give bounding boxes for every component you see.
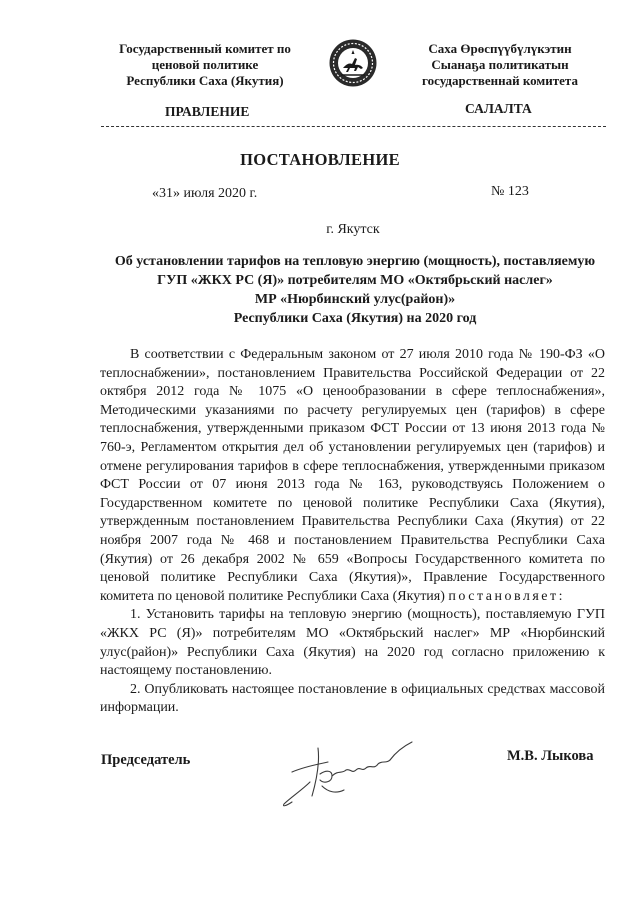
document-type-title: ПОСТАНОВЛЕНИЕ (240, 150, 400, 169)
header-left-line-1: Государственный комитет по (119, 41, 291, 56)
subject-line-3: МР «Нюрбинский улус(район)» (254, 292, 456, 307)
resolves-word: постановляет: (448, 588, 566, 604)
handwritten-signature (262, 734, 432, 810)
resolution-item-1: 1. Установить тарифы на тепловую энергию (мощность), поставляемую ГУП «ЖКХ РС (Я)» потребителям МО «Октябрьский наслег» МР «Нюрбинский улус(район)» Республики Саха (Якутия) на 2020 год согласно приложению к настоящему постановлению. (100, 607, 605, 679)
board-label-ru: ПРАВЛЕНИЕ (165, 104, 250, 119)
header-divider (101, 126, 606, 127)
subject-line-4: Республики Саха (Якутия) на 2020 год (233, 311, 477, 326)
header-right-line-2: Сыанаҕа политикатын (431, 57, 569, 72)
signatory-name: М.В. Лыкова (507, 748, 594, 764)
header-left-line-3: Республики Саха (Якутия) (126, 73, 284, 88)
preamble-text: В соответствии с Федеральным законом от 27 июля 2010 года № 190-ФЗ «О теплоснабжении», постановлением Правительства Российской Федерации от 22 октября 2012 года № 1075 «О ценообразовании в сфере теплоснабжения», Методическими указаниями по расчету регулируемых цен (тарифов) в сфере теплоснабжения, утвержденными приказом ФСТ России от 13 июня 2013 года № 760-э, Регламентом открытия дел об установлении регулируемых цен (тарифов) и отмене регулирования тарифов в сфере теплоснабжения, утвержденными приказом ФСТ России от 07 июня 2013 года № 163, руководствуясь Положением о Государственном комитете по ценовой политике Республики Саха (Якутия), утвержденным постановлением Правительства Республики Саха (Якутия) от 22 ноября 2007 года № 468 и постановлением Правительства Республики Саха (Якутия) от 26 декабря 2002 № 659 «Вопросы Государственного комитета по ценовой политике Республики Саха (Якутия)», Правление Государственного комитета по ценовой политике Республики Саха (Якутия) (100, 347, 605, 604)
subject-line-2: ГУП «ЖКХ РС (Я)» потребителям МО «Октябрьский наслег» (157, 273, 553, 288)
coat-of-arms-emblem-icon (328, 38, 378, 88)
header-right-line-3: государственнай комитета (422, 73, 578, 88)
document-date: «31» июля 2020 г. (152, 186, 258, 201)
header-right-line-1: Саха Өрөспүүбүлүкэтин (428, 41, 572, 56)
document-body (100, 346, 605, 718)
signatory-title: Председатель (101, 752, 191, 768)
board-label-sakha: САЛАЛТА (465, 101, 532, 116)
header-left-organization (100, 41, 310, 89)
document-subject (100, 252, 610, 328)
subject-line-1: Об установлении тарифов на тепловую энергию (мощность), поставляемую (114, 254, 596, 269)
header-left-line-2: ценовой политике (151, 57, 259, 72)
document-city: г. Якутск (326, 222, 380, 237)
header-right-organization (400, 41, 600, 89)
document-number: № 123 (491, 184, 529, 199)
preamble-paragraph (100, 346, 605, 606)
resolution-item-2: 2. Опубликовать настоящее постановление в официальных средствах массовой информации. (100, 681, 605, 716)
